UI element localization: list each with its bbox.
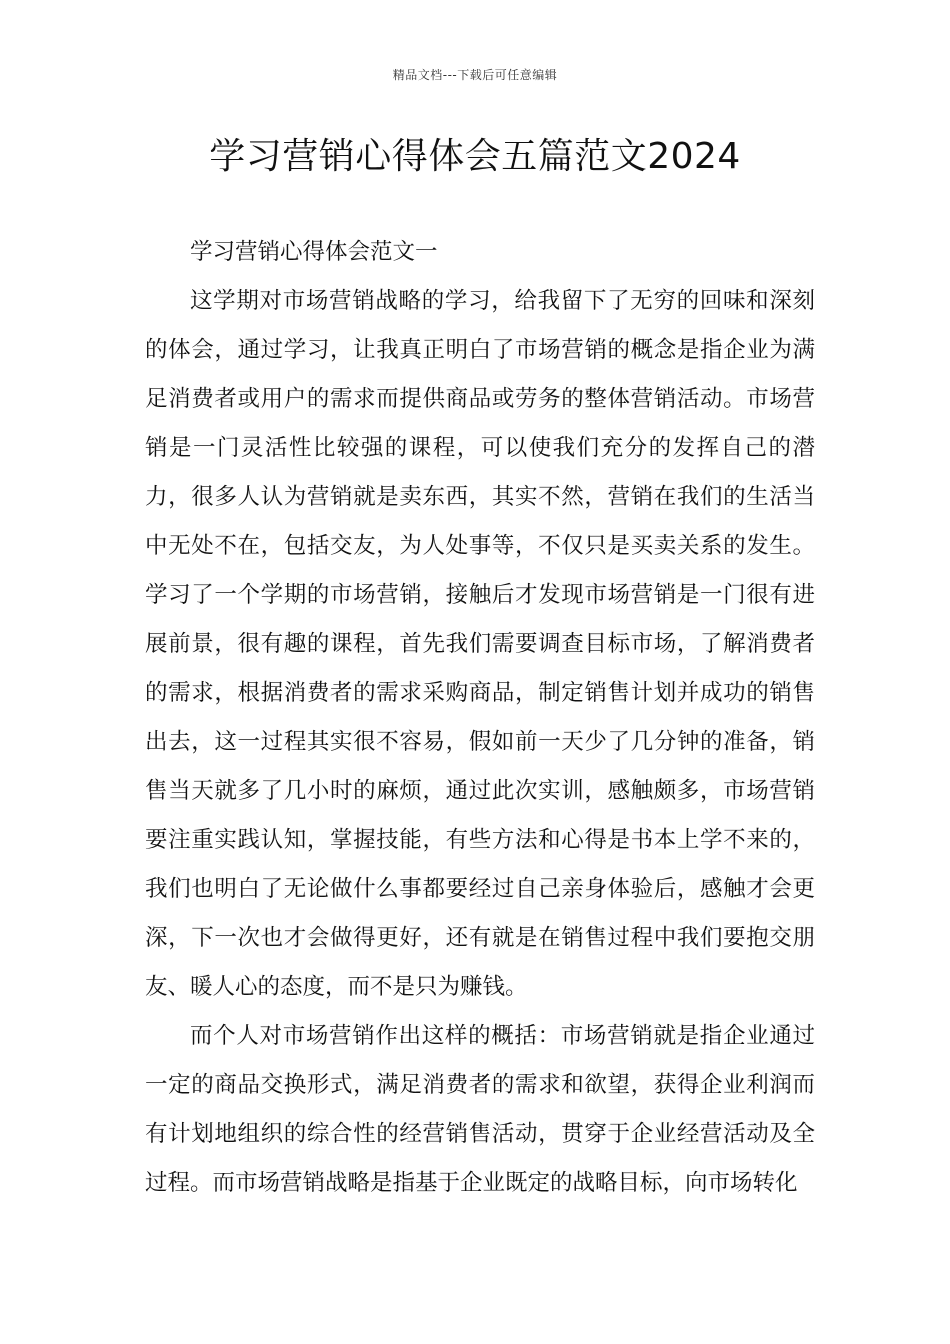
- header-note: 精品文档---下载后可任意编辑: [392, 68, 558, 82]
- section-heading: 学习营销心得体会范文一: [190, 239, 438, 265]
- body-paragraph: 而个人对市场营销作出这样的概括：市场营销就是指企业通过一定的商品交换形式，满足消费者的需求和欲望，获得企业利润而有计划地组织的综合性的经营销售活动，贯穿于企业经营活动及全过程。而市场营销战略是指基于企业既定的战略目标，向市场转化: [145, 1023, 815, 1196]
- document-title: 学习营销心得体会五篇范文2024: [209, 136, 741, 177]
- document-body: [145, 228, 815, 1208]
- body-paragraph: 这学期对市场营销战略的学习，给我留下了无穷的回味和深刻的体会，通过学习，让我真正明白了市场营销的概念是指企业为满足消费者或用户的需求而提供商品或劳务的整体营销活动。市场营销是一门灵活性比较强的课程，可以使我们充分的发挥自己的潜力，很多人认为营销就是卖东西，其实不然，营销在我们的生活当中无处不在，包括交友，为人处事等，不仅只是买卖关系的发生。学习了一个学期的市场营销，接触后才发现市场营销是一门很有进展前景，很有趣的课程，首先我们需要调查目标市场，了解消费者的需求，根据消费者的需求采购商品，制定销售计划并成功的销售出去，这一过程其实很不容易，假如前一天少了几分钟的准备，销售当天就多了几小时的麻烦，通过此次实训，感触颇多，市场营销要注重实践认知，掌握技能，有些方法和心得是书本上学不来的，我们也明白了无论做什么事都要经过自己亲身体验后，感触才会更深，下一次也才会做得更好，还有就是在销售过程中我们要抱交朋友、暖人心的态度，而不是只为赚钱。: [145, 288, 815, 1000]
